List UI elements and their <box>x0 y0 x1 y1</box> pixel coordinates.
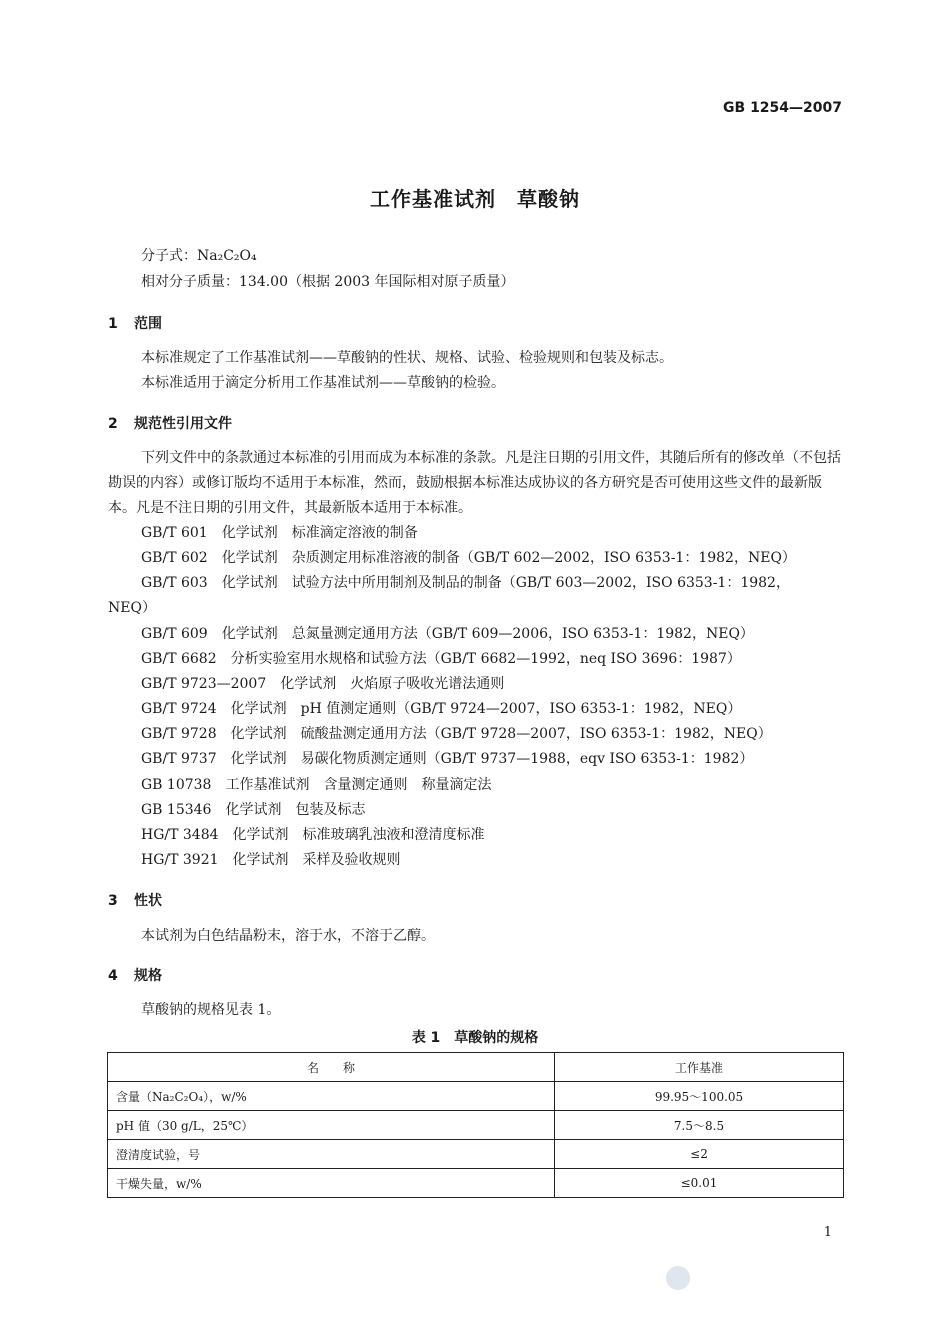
specification-table <box>107 1052 844 1198</box>
reference-item: HG/T 3921 化学试剂 采样及验收规则 <box>141 852 401 868</box>
section-1-heading <box>108 313 162 333</box>
watermark-seal-icon <box>666 1266 690 1290</box>
standard-number: GB 1254—2007 <box>723 100 842 116</box>
molecular-mass: 相对分子质量：134.00（根据 2003 年国际相对原子质量） <box>141 274 515 290</box>
table-header-row <box>108 1053 844 1082</box>
reference-item: GB 15346 化学试剂 包装及标志 <box>141 802 366 818</box>
section-number: 2 <box>108 416 118 432</box>
reference-item: GB 10738 工作基准试剂 含量测定通则 称量滴定法 <box>141 777 492 793</box>
table-cell: 7.5～8.5 <box>555 1111 844 1140</box>
table-cell: pH 值（30 g/L，25℃） <box>108 1111 555 1140</box>
reference-item-continuation: NEQ） <box>108 600 156 616</box>
table-caption: 表 1 草酸钠的规格 <box>411 1030 539 1046</box>
properties-text: 本试剂为白色结晶粉末，溶于水，不溶于乙醇。 <box>141 928 435 944</box>
reference-item: GB/T 6682 分析实验室用水规格和试验方法（GB/T 6682—1992，neq ISO 3696：1987） <box>141 651 741 667</box>
references-intro: 下列文件中的条款通过本标准的引用而成为本标准的条款。凡是注日期的引用文件，其随后所有的修改单（不包括勘误的内容）或修订版均不适用于本标准，然而，鼓励根据本标准达成协议的各方研究是否可使用这些文件的最新版本。凡是不注日期的引用文件，其最新版本适用于本标准。 <box>108 450 841 516</box>
table-cell: 干燥失量，w/% <box>108 1169 555 1198</box>
table-row <box>108 1111 844 1140</box>
specification-intro: 草酸钠的规格见表 1。 <box>141 1002 281 1018</box>
table-cell: 含量（Na₂C₂O₄），w/% <box>108 1082 555 1111</box>
table-cell: 99.95～100.05 <box>555 1082 844 1111</box>
reference-item: GB/T 609 化学试剂 总氮量测定通用方法（GB/T 609—2006，ISO 6353-1：1982，NEQ） <box>141 626 754 642</box>
column-header-name: 名 称 <box>108 1053 555 1082</box>
reference-item: GB/T 603 化学试剂 试验方法中所用制剂及制品的制备（GB/T 603—2002，ISO 6353-1：1982， <box>141 575 790 591</box>
reference-item: GB/T 9737 化学试剂 易碳化物质测定通则（GB/T 9737—1988，eqv ISO 6353-1：1982） <box>141 751 754 767</box>
section-4-heading <box>108 965 162 985</box>
section-2-heading <box>108 413 232 433</box>
section-number: 1 <box>108 316 118 332</box>
column-header-grade: 工作基准 <box>555 1053 844 1082</box>
reference-item: GB/T 9724 化学试剂 pH 值测定通则（GB/T 9724—2007，ISO 6353-1：1982，NEQ） <box>141 701 742 717</box>
section-number: 4 <box>108 968 118 984</box>
molecular-formula: 分子式：Na₂C₂O₄ <box>141 248 257 264</box>
section-title: 范围 <box>134 316 162 332</box>
table-row <box>108 1169 844 1198</box>
section-title: 规范性引用文件 <box>134 416 232 432</box>
table-cell: ≤2 <box>555 1140 844 1169</box>
reference-item: GB/T 9723—2007 化学试剂 火焰原子吸收光谱法通则 <box>141 676 505 692</box>
scope-paragraph: 本标准适用于滴定分析用工作基准试剂——草酸钠的检验。 <box>141 375 505 391</box>
section-3-heading <box>108 890 162 910</box>
section-number: 3 <box>108 893 118 909</box>
table-cell: 澄清度试验，号 <box>108 1140 555 1169</box>
section-title: 规格 <box>134 968 162 984</box>
reference-item: GB/T 601 化学试剂 标准滴定溶液的制备 <box>141 525 418 541</box>
scope-paragraph: 本标准规定了工作基准试剂——草酸钠的性状、规格、试验、检验规则和包装及标志。 <box>141 350 673 366</box>
document-title: 工作基准试剂 草酸钠 <box>370 187 580 211</box>
table-row <box>108 1140 844 1169</box>
reference-item: GB/T 9728 化学试剂 硫酸盐测定通用方法（GB/T 9728—2007，ISO 6353-1：1982，NEQ） <box>141 726 772 742</box>
reference-item: HG/T 3484 化学试剂 标准玻璃乳浊液和澄清度标准 <box>141 827 485 843</box>
table-row <box>108 1082 844 1111</box>
page-number: 1 <box>823 1225 832 1240</box>
table-cell: ≤0.01 <box>555 1169 844 1198</box>
section-title: 性状 <box>134 893 162 909</box>
reference-item: GB/T 602 化学试剂 杂质测定用标准溶液的制备（GB/T 602—2002，ISO 6353-1：1982，NEQ） <box>141 550 796 566</box>
